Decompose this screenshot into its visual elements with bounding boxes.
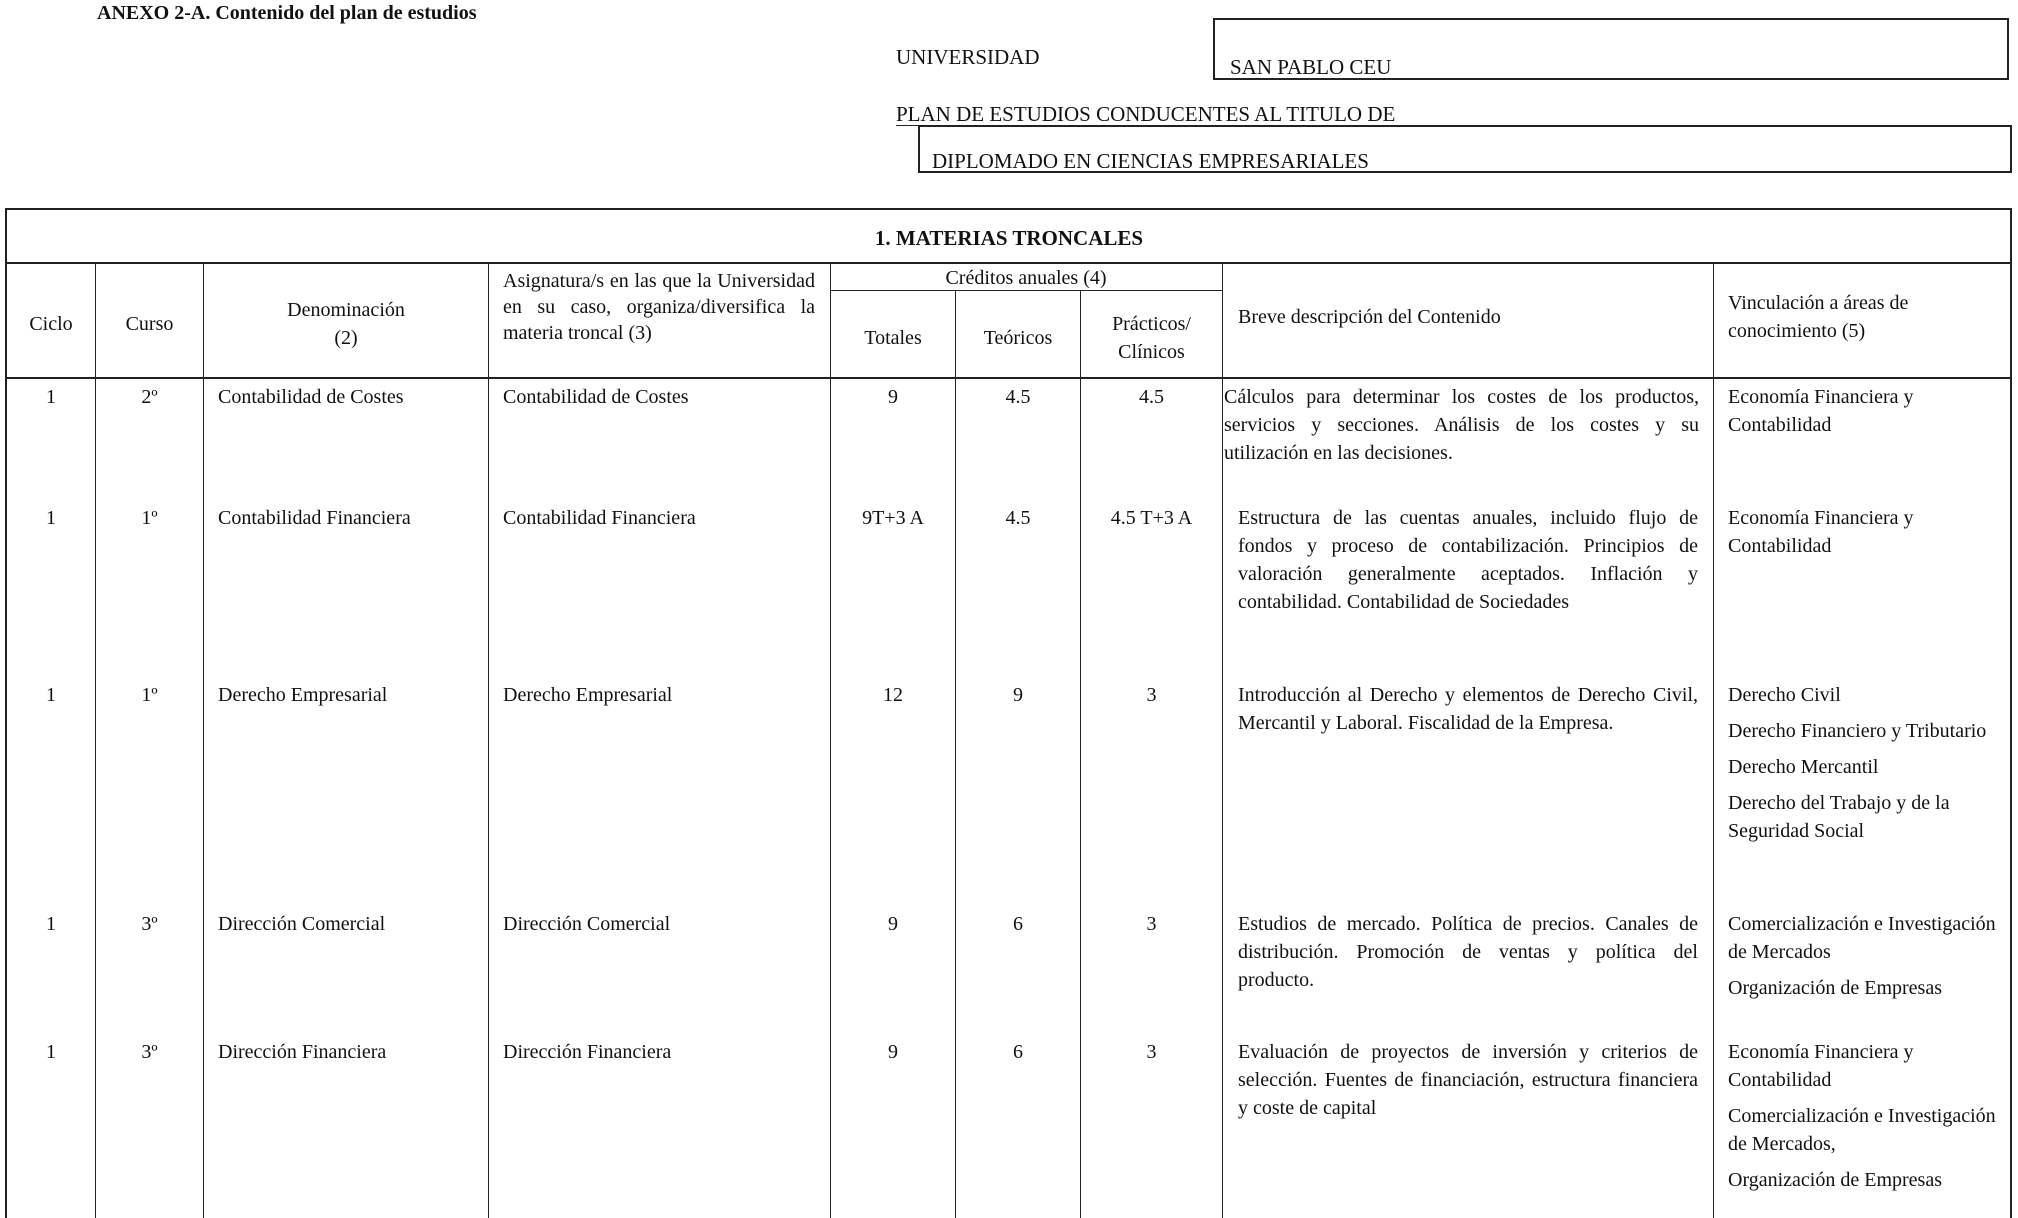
header-practicos: Prácticos/ Clínicos (1112, 313, 1191, 363)
row-asignatura: Dirección Financiera (503, 1041, 672, 1063)
row-curso: 3º (141, 1041, 158, 1063)
header-vinculacion: Vinculación a áreas de conocimiento (5) (1728, 292, 1909, 342)
area-item: Derecho Mercantil (1728, 756, 1879, 778)
row-asignatura: Derecho Empresarial (503, 684, 673, 706)
row-practicos: 4.5 (1139, 386, 1164, 408)
row-denominacion: Dirección Comercial (218, 913, 386, 935)
header-ciclo: Ciclo (29, 313, 73, 335)
row-teoricos: 9 (1013, 684, 1023, 706)
row-curso: 1º (141, 684, 158, 706)
row-curso: 1º (141, 507, 158, 529)
col-divider (955, 290, 956, 1218)
row-totales: 9 (888, 1041, 898, 1063)
area-item: Derecho del Trabajo y de la Seguridad Social (1728, 792, 1950, 842)
area-item: Organización de Empresas (1728, 977, 1942, 999)
row-ciclo: 1 (46, 913, 56, 935)
col-divider (203, 262, 204, 1218)
col-divider (1080, 290, 1081, 1218)
header-totales: Totales (864, 327, 922, 349)
col-divider (1222, 262, 1223, 1218)
row-areas (1728, 681, 1998, 853)
col-divider (1713, 262, 1714, 1218)
header-bottom-rule (5, 377, 2012, 379)
plan-value: DIPLOMADO EN CIENCIAS EMPRESARIALES (932, 149, 1369, 173)
row-curso: 3º (141, 913, 158, 935)
row-descripcion: Cálculos para determinar los costes de los productos, servicios y secciones. Análisis de los costes y su utilización en las decisiones. (1224, 386, 1699, 464)
area-item: Derecho Financiero y Tributario (1728, 720, 1987, 742)
header-asignatura: Asignatura/s en las que la Universidad en su caso, organiza/diversifica la materia troncal (3) (503, 270, 815, 344)
annex-title: ANEXO 2-A. Contenido del plan de estudios (97, 2, 477, 24)
area-item: Derecho Civil (1728, 684, 1841, 706)
row-totales: 9T+3 A (862, 507, 924, 529)
row-descripcion: Introducción al Derecho y elementos de Derecho Civil, Mercantil y Laboral. Fiscalidad de la Empresa. (1238, 684, 1698, 734)
row-asignatura: Contabilidad Financiera (503, 507, 696, 529)
row-areas (1728, 504, 1998, 568)
row-areas (1728, 910, 1998, 1010)
row-areas (1728, 383, 1998, 447)
row-ciclo: 1 (46, 1041, 56, 1063)
university-label: UNIVERSIDAD (896, 45, 1040, 69)
row-denominacion: Dirección Financiera (218, 1041, 387, 1063)
row-descripcion: Estudios de mercado. Política de precios. Canales de distribución. Promoción de ventas y política del producto. (1238, 913, 1698, 991)
area-item: Comercialización e Investigación de Mercados, (1728, 1105, 1996, 1155)
header-denominacion: Denominación (2) (287, 299, 405, 349)
row-practicos: 3 (1146, 684, 1157, 706)
header-descripcion: Breve descripción del Contenido (1238, 306, 1501, 328)
row-teoricos: 6 (1013, 913, 1023, 935)
area-item: Comercialización e Investigación de Mercados (1728, 913, 1996, 963)
area-item: Economía Financiera y Contabilidad (1728, 507, 1914, 557)
area-item: Economía Financiera y Contabilidad (1728, 1041, 1914, 1091)
row-asignatura: Dirección Comercial (503, 913, 671, 935)
row-areas (1728, 1038, 1998, 1202)
row-teoricos: 4.5 (1005, 507, 1031, 529)
col-divider (488, 262, 489, 1218)
section-title: 1. MATERIAS TRONCALES (874, 226, 1144, 250)
table-frame (5, 208, 2012, 1218)
area-item: Organización de Empresas (1728, 1169, 1942, 1191)
header-creditos: Créditos anuales (4) (945, 267, 1107, 289)
row-asignatura: Contabilidad de Costes (503, 386, 689, 408)
header-curso: Curso (125, 313, 174, 335)
row-denominacion: Contabilidad de Costes (218, 386, 404, 408)
row-teoricos: 6 (1013, 1041, 1023, 1063)
plan-label: PLAN DE ESTUDIOS CONDUCENTES AL TITULO DE (896, 102, 1396, 126)
row-descripcion: Estructura de las cuentas anuales, incluido flujo de fondos y proceso de contabilización. Principios de valoración generalmente aceptados. Inflación y contabilidad. Contabilidad de Sociedades (1238, 507, 1698, 613)
header-teoricos: Teóricos (983, 327, 1053, 349)
row-practicos: 3 (1146, 913, 1157, 935)
row-practicos: 3 (1146, 1041, 1157, 1063)
row-ciclo: 1 (46, 386, 56, 408)
row-denominacion: Derecho Empresarial (218, 684, 388, 706)
university-value: SAN PABLO CEU (1230, 55, 1392, 79)
area-item: Economía Financiera y Contabilidad (1728, 386, 1914, 436)
row-teoricos: 4.5 (1005, 386, 1031, 408)
row-totales: 9 (888, 913, 898, 935)
row-descripcion: Evaluación de proyectos de inversión y criterios de selección. Fuentes de financiación, estructura financiera y coste de capital (1238, 1041, 1698, 1119)
row-ciclo: 1 (46, 684, 56, 706)
row-curso: 2º (141, 386, 158, 408)
row-totales: 9 (888, 386, 898, 408)
row-denominacion: Contabilidad Financiera (218, 507, 411, 529)
row-practicos: 4.5 T+3 A (1110, 507, 1193, 529)
row-ciclo: 1 (46, 507, 56, 529)
row-totales: 12 (883, 684, 903, 706)
